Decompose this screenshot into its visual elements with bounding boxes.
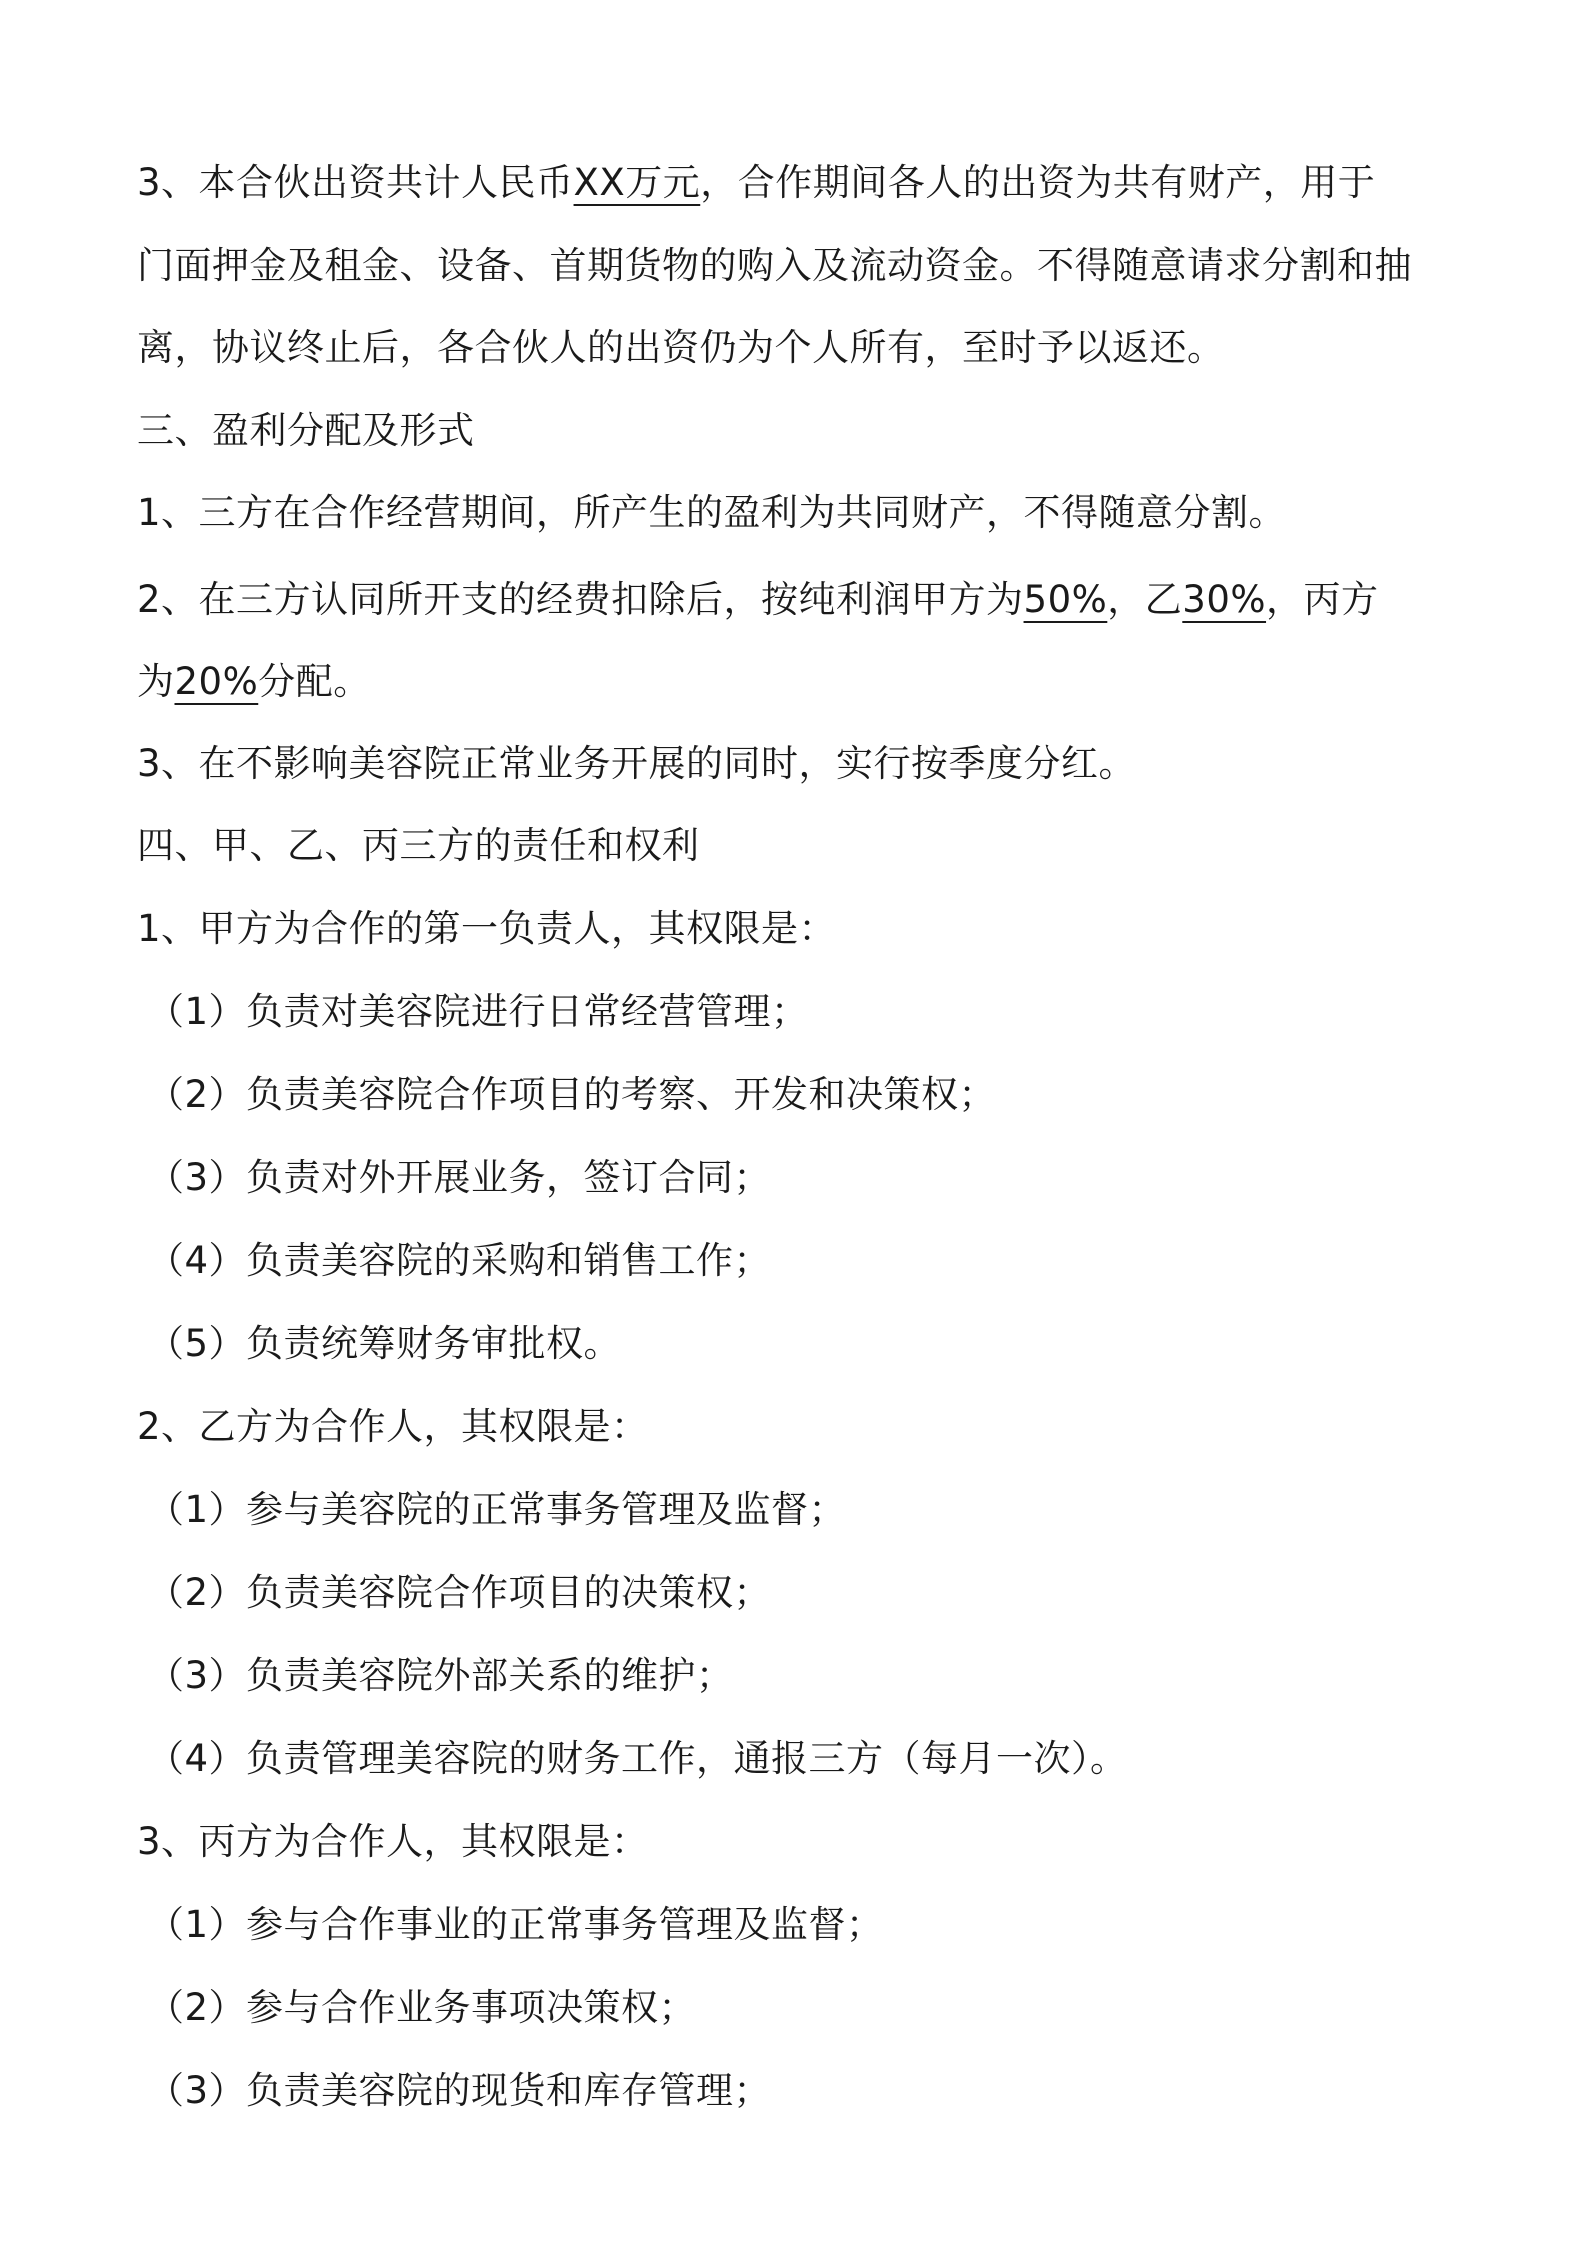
- profit-item-2-line-1: [137, 577, 1379, 623]
- party-b-heading: 2、乙方为合作人，其权限是：: [137, 1405, 649, 1448]
- section-heading-responsibilities: 四、甲、乙、丙三方的责任和权利: [137, 824, 700, 867]
- party-a-item-3: （3）负责对外开展业务，签订合同；: [147, 1156, 772, 1199]
- party-b-item-1: （1）参与美容院的正常事务管理及监督；: [147, 1488, 847, 1531]
- profit-item-2-line-2: [137, 659, 371, 705]
- party-c-heading: 3、丙方为合作人，其权限是：: [137, 1820, 649, 1863]
- profit-item-2-mid: ，乙: [1107, 578, 1183, 621]
- profit-item-1: 1、三方在合作经营期间，所产生的盈利为共同财产，不得随意分割。: [137, 491, 1287, 534]
- profit-item-2-suffix: ，丙方: [1266, 578, 1379, 621]
- party-a-item-2: （2）负责美容院合作项目的考察、开发和决策权；: [147, 1073, 997, 1116]
- profit-item-2-line2-suffix: 分配。: [258, 660, 371, 703]
- investment-line-2: 门面押金及租金、设备、首期货物的购入及流动资金。不得随意请求分割和抽: [137, 244, 1412, 287]
- party-b-item-2: （2）负责美容院合作项目的决策权；: [147, 1571, 772, 1614]
- profit-item-3: 3、在不影响美容院正常业务开展的同时，实行按季度分红。: [137, 742, 1137, 785]
- party-b-share: 30%: [1182, 578, 1267, 621]
- party-c-item-2: （2）参与合作业务事项决策权；: [147, 1986, 697, 2029]
- party-c-item-3: （3）负责美容院的现货和库存管理；: [147, 2069, 772, 2112]
- investment-line-1: [137, 160, 1375, 206]
- party-a-item-4: （4）负责美容院的采购和销售工作；: [147, 1239, 772, 1282]
- party-a-heading: 1、甲方为合作的第一负责人，其权限是：: [137, 907, 837, 950]
- party-a-item-1: （1）负责对美容院进行日常经营管理；: [147, 990, 809, 1033]
- profit-item-2-prefix: 2、在三方认同所开支的经费扣除后，按纯利润甲方为: [137, 578, 1024, 621]
- investment-suffix: ，合作期间各人的出资为共有财产，用于: [700, 161, 1376, 204]
- party-b-item-3: （3）负责美容院外部关系的维护；: [147, 1654, 734, 1697]
- investment-amount: XX万元: [573, 161, 701, 204]
- section-heading-profit: 三、盈利分配及形式: [137, 409, 475, 452]
- investment-prefix: 3、本合伙出资共计人民币: [137, 161, 574, 204]
- profit-item-2-line2-prefix: 为: [137, 660, 175, 703]
- party-b-item-4: （4）负责管理美容院的财务工作，通报三方（每月一次）。: [147, 1737, 1128, 1780]
- party-a-item-5: （5）负责统筹财务审批权。: [147, 1322, 622, 1365]
- party-c-item-1: （1）参与合作事业的正常事务管理及监督；: [147, 1903, 884, 1946]
- investment-line-3: 离，协议终止后，各合伙人的出资仍为个人所有，至时予以返还。: [137, 326, 1225, 369]
- party-a-share: 50%: [1023, 578, 1108, 621]
- party-c-share: 20%: [174, 660, 259, 703]
